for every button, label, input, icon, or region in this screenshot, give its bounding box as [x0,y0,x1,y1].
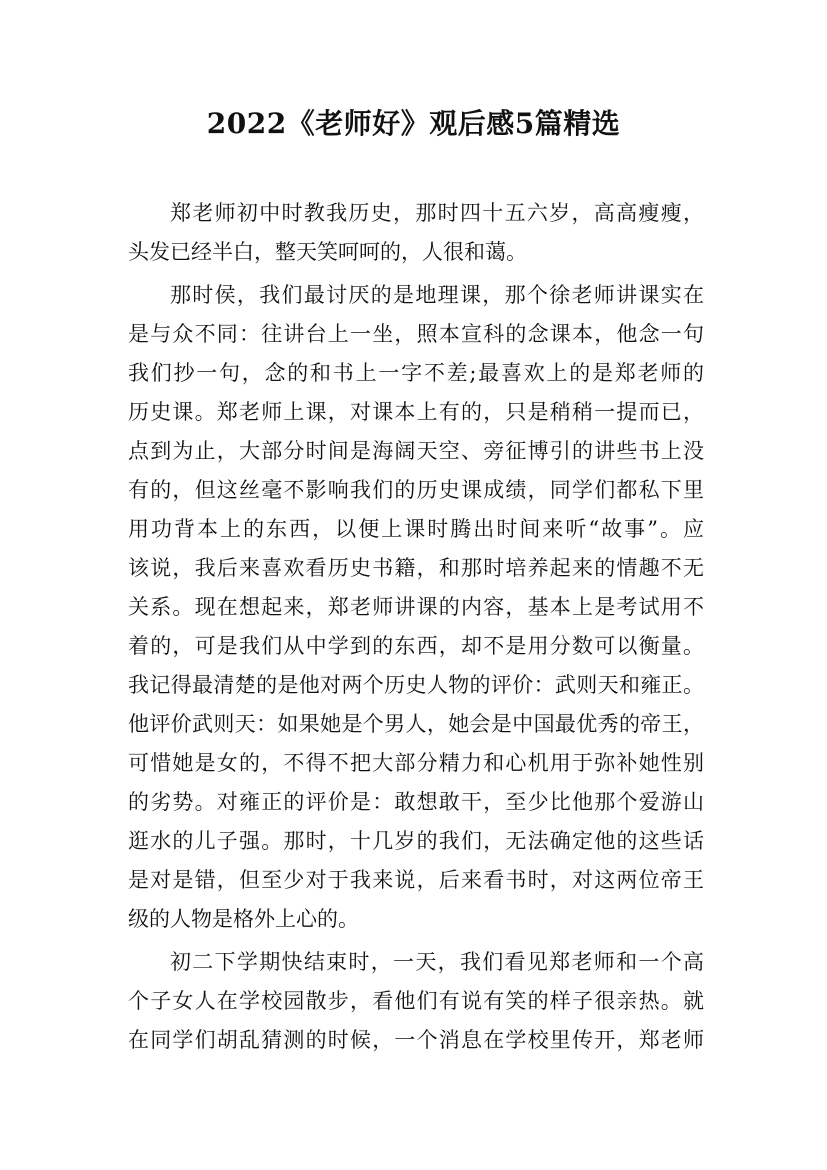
text-line: 的劣势。对雍正的评价是：敢想敢干，至少比他那个爱游山 [128,790,704,814]
text-line: 个子女人在学校园散步，看他们有说有笑的样子很亲热。就 [128,989,704,1013]
document-title: 2022《老师好》观后感5篇精选 [206,107,621,140]
text-line: 是对是错，但至少对于我来说，后来看书时，对这两位帝王 [128,868,704,892]
text-line: 着的，可是我们从中学到的东西，却不是用分数可以衡量。 [128,634,704,658]
text-line: 级的人物是格外上心的。 [128,907,359,931]
paragraph [128,943,704,1060]
text-line: 我们抄一句，念的和书上一字不差;最喜欢上的是郑老师的 [128,361,704,385]
text-line: 历史课。郑老师上课，对课本上有的，只是稍稍一提而已， [128,400,704,424]
text-line: 有的，但这丝毫不影响我们的历史课成绩，同学们都私下里 [128,478,704,502]
text-line: 用功背本上的东西，以便上课时腾出时间来听“故事”。应 [128,517,704,541]
text-line: 初二下学期快结束时，一天，我们看见郑老师和一个高 [170,950,704,974]
document-body [128,194,704,1060]
paragraph [128,194,704,272]
text-line: 我记得最清楚的是他对两个历史人物的评价：武则天和雍正。 [128,673,704,697]
text-line: 那时侯，我们最讨厌的是地理课，那个徐老师讲课实在 [170,283,704,307]
text-line: 可惜她是女的，不得不把大部分精力和心机用于弥补她性别 [128,751,704,775]
text-line: 郑老师初中时教我历史，那时四十五六岁，高高瘦瘦， [170,201,704,225]
text-line: 在同学们胡乱猜测的时候，一个消息在学校里传开，郑老师 [128,1028,704,1052]
text-line: 该说，我后来喜欢看历史书籍，和那时培养起来的情趣不无 [128,556,704,580]
text-line: 他评价武则天：如果她是个男人，她会是中国最优秀的帝王， [128,712,704,736]
text-line: 是与众不同：往讲台上一坐，照本宣科的念课本，他念一句 [128,322,704,346]
paragraph [128,276,704,939]
text-line: 头发已经半白，整天笑呵呵的，人很和蔼。 [128,240,527,264]
text-line: 逛水的儿子强。那时，十几岁的我们，无法确定他的这些话 [128,829,704,853]
text-line: 关系。现在想起来，郑老师讲课的内容，基本上是考试用不 [128,595,704,619]
text-line: 点到为止，大部分时间是海阔天空、旁征博引的讲些书上没 [128,439,704,463]
